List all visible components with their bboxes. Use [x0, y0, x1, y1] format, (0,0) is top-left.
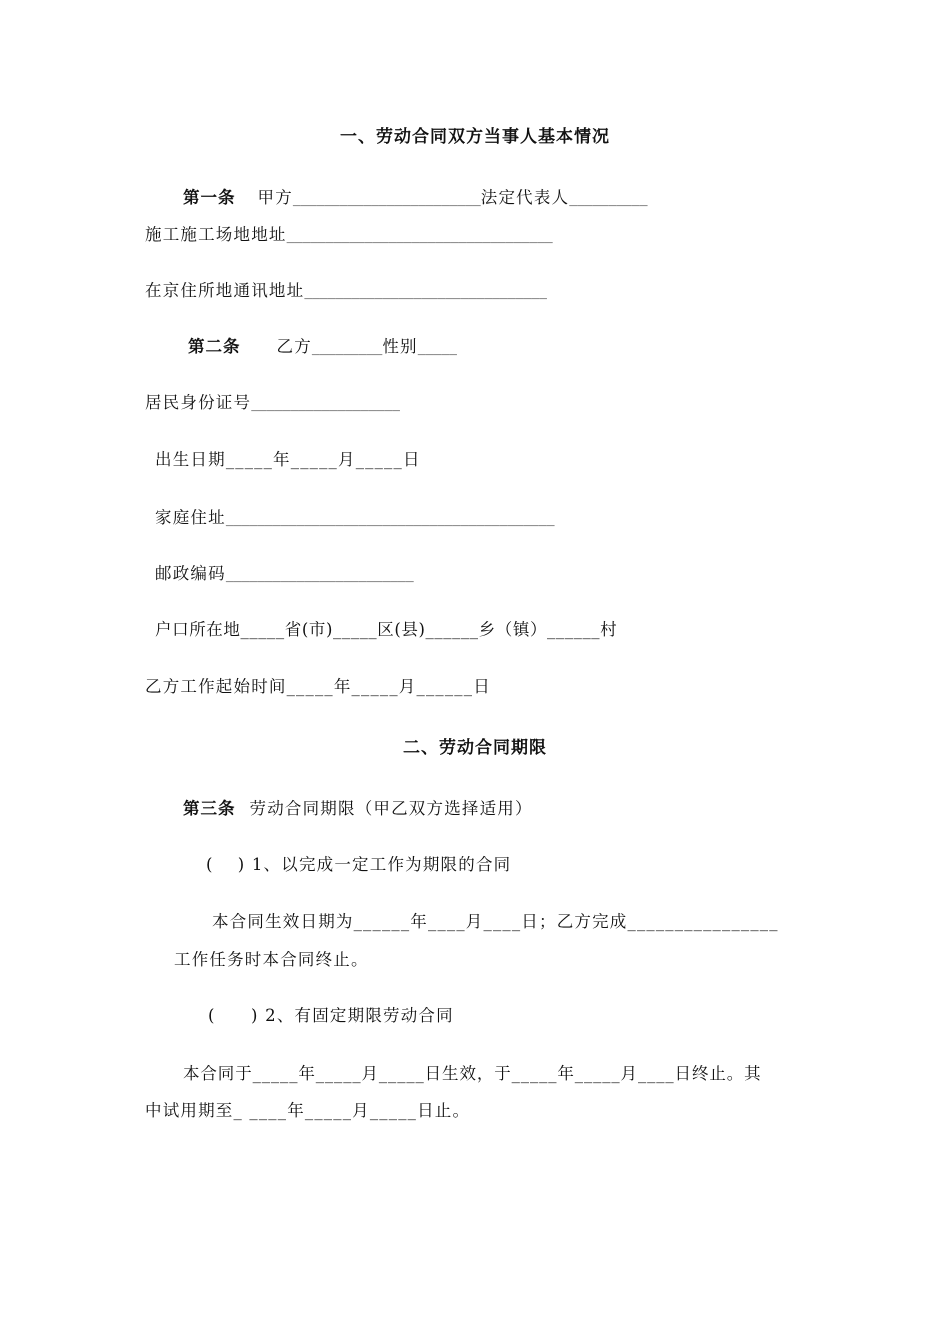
article-3-label: 第三条: [183, 799, 236, 818]
legal-rep-label: 法定代表人: [480, 188, 570, 207]
party-b-label: 乙方: [276, 337, 312, 356]
article-2-label: 第二条: [188, 337, 241, 356]
option-1-detail: 本合同生效日期为______年____月____日；乙方完成________________: [212, 912, 779, 931]
home-address-line: [155, 506, 555, 532]
postal-code-line: [155, 562, 414, 588]
option-2-detail: 本合同于_____年_____月_____日生效，于_____年_____月____日终止。其: [183, 1064, 762, 1083]
party-a-label: 甲方: [257, 188, 293, 207]
site-address-blank: __________________________________: [286, 229, 553, 244]
beijing-address-blank: _______________________________: [304, 285, 547, 300]
beijing-address-label: 在京住所地通讯地址: [145, 281, 305, 300]
hukou-line: 户口所在地_____省(市)_____区(县)______乡（镇）______村: [155, 620, 618, 639]
option-1-detail-cont: 工作任务时本合同终止。: [174, 950, 369, 969]
postal-code-label: 邮政编码: [155, 564, 226, 583]
option-1-line: ( ) 1、以完成一定工作为期限的合同: [206, 855, 512, 874]
site-address-label: 施工施工场地地址: [145, 225, 287, 244]
home-address-blank: __________________________________________: [225, 512, 555, 527]
id-number-line: [145, 391, 400, 417]
section-heading-2: 二、劳动合同期限: [403, 738, 547, 758]
article-3-text: 劳动合同期限（甲乙双方选择适用）: [249, 799, 533, 818]
article-2-line: [188, 335, 457, 361]
id-number-label: 居民身份证号: [145, 393, 252, 412]
id-number-blank: ___________________: [251, 397, 400, 412]
section-heading-1: 一、劳动合同双方当事人基本情况: [340, 127, 610, 147]
home-address-label: 家庭住址: [155, 508, 226, 527]
site-address-line: [145, 223, 553, 249]
birth-date-line: [155, 448, 421, 472]
start-time-line: 乙方工作起始时间_____年_____月______日: [145, 677, 491, 696]
birth-date-label: 出生日期: [155, 450, 226, 469]
party-b-blank: _________: [311, 341, 383, 356]
article-3-line: [183, 797, 533, 821]
option-2-detail-cont: 中试用期至_ ____年_____月_____日止。: [145, 1101, 471, 1120]
legal-rep-blank: __________: [569, 192, 648, 207]
article-1-label: 第一条: [183, 188, 236, 207]
beijing-address-line: [145, 279, 547, 305]
gender-blank: _____: [417, 341, 457, 356]
party-a-blank: ________________________: [292, 192, 481, 207]
birth-date-fill: _____年_____月_____日: [225, 450, 421, 469]
option-2-line: ( ) 2、有固定期限劳动合同: [208, 1006, 454, 1025]
postal-code-blank: ________________________: [225, 568, 414, 583]
gender-label: 性别: [382, 337, 418, 356]
article-1-line: [183, 186, 648, 212]
